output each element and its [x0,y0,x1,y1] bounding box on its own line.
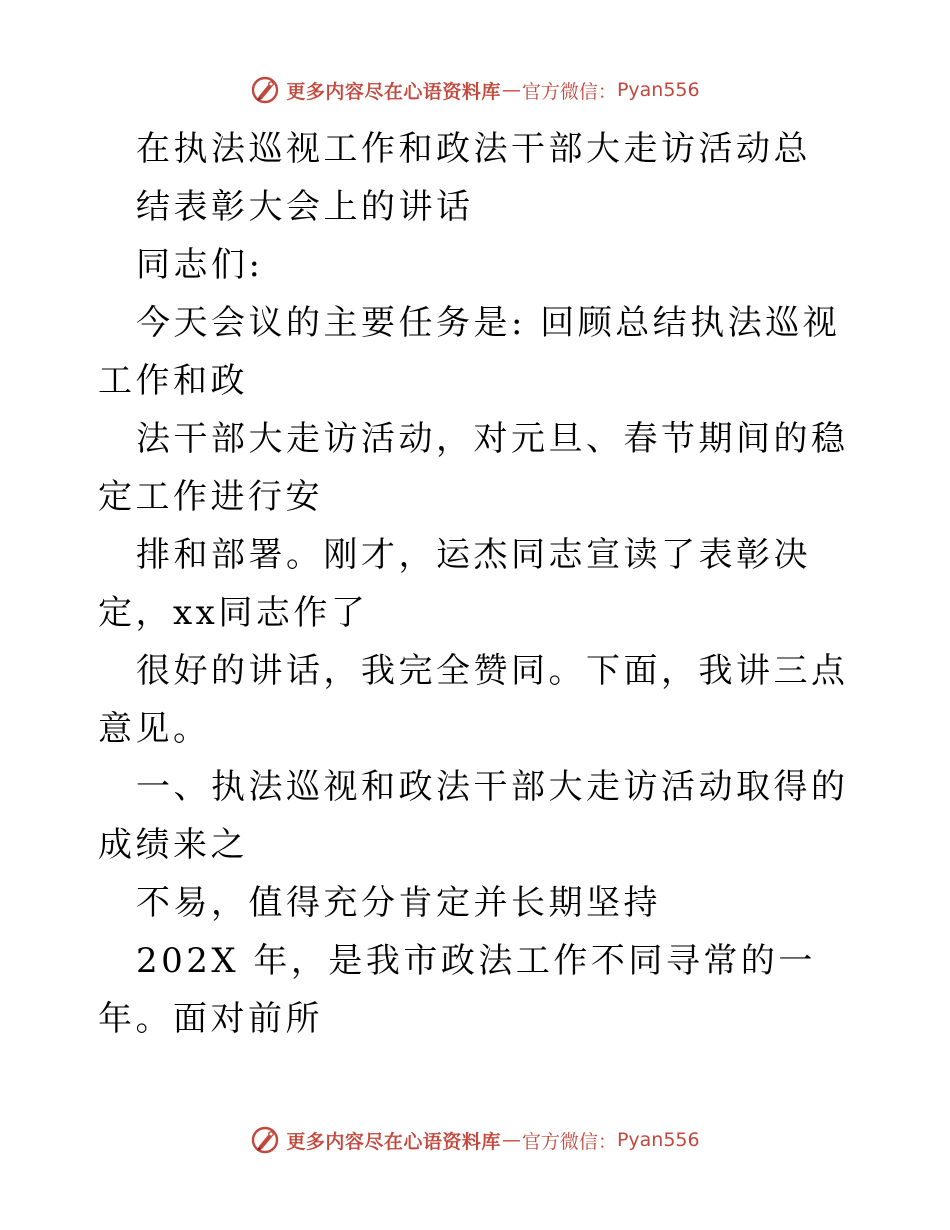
document-body [98,120,858,1048]
body-paragraph: 法干部大走访活动，对元旦、春节期间的稳定工作进行安 [98,419,849,517]
red-pen-logo-icon [250,75,280,105]
section-heading-continued: 不易，值得充分肯定并长期坚持 [136,883,661,923]
body-paragraph: 今天会议的主要任务是: 回顾总结执法巡视工作和政 [98,303,841,401]
footer-banner-dash: — [501,1129,521,1151]
footer-banner-wechat-label: 官方微信： [521,1130,617,1153]
footer-banner-wechat-id: Pyan556 [616,1129,700,1151]
body-paragraph: 很好的讲话，我完全赞同。下面，我讲三点意见。 [98,651,849,749]
document-title-line-2: 结表彰大会上的讲话 [136,187,474,227]
body-paragraph: 排和部署。刚才，运杰同志宣读了表彰决定，xx同志作了 [98,535,811,633]
red-pen-logo-icon [250,1125,280,1155]
body-paragraph: 202X 年，是我市政法工作不同寻常的一年。面对前所 [98,941,816,1039]
header-banner-dash: — [501,79,521,101]
salutation: 同志们: [136,245,264,285]
section-heading: 一、执法巡视和政法干部大走访活动取得的成绩来之 [98,767,849,865]
footer-watermark-banner [0,1122,950,1158]
header-watermark-banner [0,72,950,108]
header-banner-text: 更多内容尽在心语资料库 [286,80,501,103]
footer-banner-text: 更多内容尽在心语资料库 [286,1130,501,1153]
header-banner-wechat-label: 官方微信： [521,80,617,103]
header-banner-wechat-id: Pyan556 [616,79,700,101]
document-title-line-1: 在执法巡视工作和政法干部大走访活动总 [136,129,811,169]
